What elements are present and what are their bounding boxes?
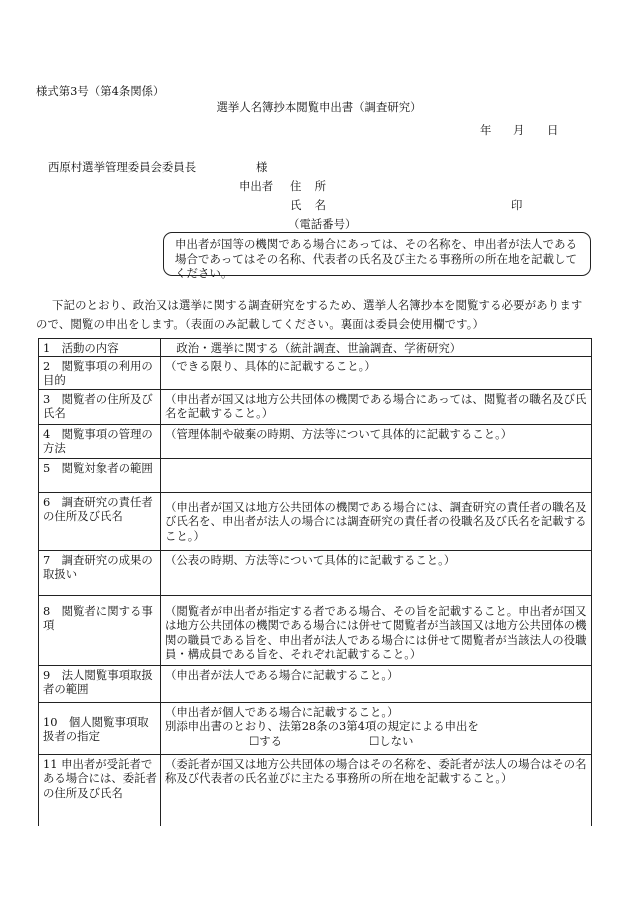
- table-row: [39, 702, 592, 754]
- applicant-label: 申出者: [239, 179, 274, 193]
- row-label-consignor: 11 申出者が受託者である場合には、委託者の住所及び氏名: [39, 754, 161, 826]
- table-row: [39, 389, 592, 424]
- applicant-note-box: 申出者が国等の機関である場合にあっては、その名称を、申出者が法人である場合であってはその名称、代表者の氏名及び主たる事務所の所在地を記載してください。: [163, 232, 591, 276]
- table-row: [39, 424, 592, 458]
- row-label-purpose: 2 閲覧事項の利用の目的: [39, 356, 161, 389]
- address-label-char: 所: [314, 179, 326, 193]
- address-label: [290, 181, 326, 192]
- date-day-label: 日: [547, 123, 559, 137]
- row-content-corporate-handlers: （申出者が法人である場合に記載すること。）: [161, 665, 592, 702]
- row-content-target-range: [161, 458, 592, 492]
- date-month-label: 月: [513, 123, 525, 137]
- date-year-label: 年: [480, 123, 492, 137]
- row-label-individual-handlers: 10 個人閲覧事項取扱者の指定: [39, 702, 161, 754]
- name-label-char: 氏: [290, 198, 302, 212]
- table-row: [39, 595, 592, 665]
- table-row: [39, 339, 592, 357]
- document-title: 選挙人名簿抄本閲覧申出書（調査研究）: [216, 100, 422, 114]
- individual-statement: 別添申出書のとおり、法第28条の3第4項の規定による申出を: [165, 719, 479, 734]
- table-row: [39, 492, 592, 550]
- row-content-management: （管理体制や破棄の時期、方法等について具体的に記載すること。）: [161, 424, 592, 458]
- phone-number-label: （電話番号）: [288, 217, 357, 231]
- table-row: [39, 356, 592, 389]
- row-label-target-range: 5 閲覧対象者の範囲: [39, 458, 161, 492]
- option-yes-checkbox[interactable]: ☐する: [249, 733, 282, 748]
- row-content-research-lead: （申出者が国又は地方公共団体の機関である場合には、調査研究の責任者の職名及び氏名を、申出者が法人の場合には調査研究の責任者の役職名及び氏名を記載すること。）: [161, 492, 592, 550]
- row-label-research-lead: 6 調査研究の責任者の住所及び氏名: [39, 492, 161, 550]
- row-content-activity: 政治・選挙に関する（統計調査、世論調査、学術研究）: [161, 339, 592, 357]
- name-label-char: 名: [314, 198, 326, 212]
- table-row: [39, 458, 592, 492]
- row-content-purpose: （できる限り、具体的に記載すること。）: [161, 356, 592, 389]
- row-label-activity: 1 活動の内容: [39, 339, 161, 357]
- addressee-name: 西原村選挙管理委員会委員長: [48, 160, 197, 174]
- row-content-consignor: （委託者が国又は地方公共団体の場合はその名称を、委託者が法人の場合はその名称及び代表者の氏名並びに主たる事務所の所在地を記載すること。）: [161, 754, 592, 826]
- application-table: [38, 338, 592, 826]
- option-no-checkbox[interactable]: ☐しない: [369, 733, 414, 748]
- table-row: [39, 754, 592, 826]
- intro-paragraph: 下記のとおり、政治又は選挙に関する調査研究をするため、選挙人名簿抄本を閲覧する必要がありますので、閲覧の申出をします。（表面のみ記載してください。裏面は委員会使用欄です。）: [36, 298, 583, 331]
- row-content-viewer-address: （申出者が国又は地方公共団体の機関である場合にあっては、閲覧者の職名及び氏名を記載すること。）: [161, 389, 592, 424]
- row-content-results: （公表の時期、方法等について具体的に記載すること。）: [161, 550, 592, 595]
- designation-options: [165, 734, 588, 749]
- seal-mark: 印: [511, 198, 523, 212]
- row-label-viewer-matters: 8 閲覧者に関する事項: [39, 595, 161, 665]
- address-label-char: 住: [290, 179, 302, 193]
- table-row: [39, 665, 592, 702]
- addressee-honorific: 様: [256, 160, 268, 174]
- form-number: 様式第3号（第4条関係）: [36, 84, 165, 98]
- row-label-viewer-address: 3 閲覧者の住所及び氏名: [39, 389, 161, 424]
- table-row: [39, 550, 592, 595]
- row-content-viewer-matters: （閲覧者が申出者が指定する者である場合、その旨を記載すること。申出者が国又は地方公共団体の機関である場合には併せて閲覧者が当該国又は地方公共団体の機関の職員である旨を、申出者が法人である場合には併せて閲覧者が当該法人の役職員・構成員である旨を、それぞれ記載すること。）: [161, 595, 592, 665]
- name-label: [290, 200, 326, 211]
- row-label-corporate-handlers: 9 法人閲覧事項取扱者の範囲: [39, 665, 161, 702]
- row-content-individual-handlers: [161, 702, 592, 754]
- row-label-management: 4 閲覧事項の管理の方法: [39, 424, 161, 458]
- row-label-results: 7 調査研究の成果の取扱い: [39, 550, 161, 595]
- individual-note: （申出者が個人である場合に記載すること。）: [165, 704, 399, 719]
